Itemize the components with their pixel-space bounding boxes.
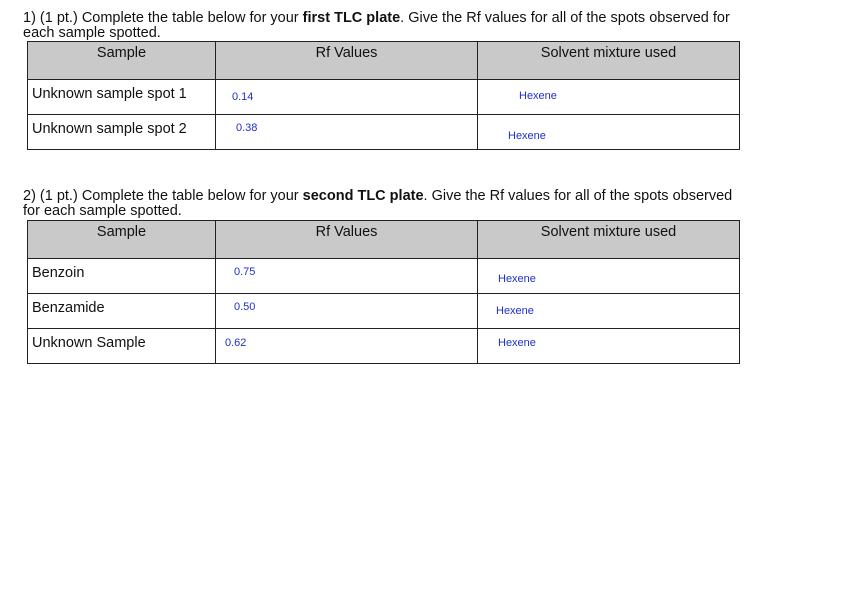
- question-1-prefix: 1) (1 pt.) Complete the table below for your: [23, 10, 303, 26]
- header-rf-values: Rf Values: [216, 42, 478, 80]
- header-sample: Sample: [28, 221, 216, 259]
- table-header-row: [28, 221, 740, 259]
- solvent-value: Hexene: [508, 130, 546, 142]
- rf-cell[interactable]: [216, 329, 478, 364]
- rf-cell[interactable]: [216, 115, 478, 150]
- solvent-cell[interactable]: [478, 259, 740, 294]
- question-1-text: [23, 11, 743, 41]
- tlc-table-1: [27, 41, 740, 150]
- rf-cell[interactable]: [216, 80, 478, 115]
- header-sample: Sample: [28, 42, 216, 80]
- solvent-value: Hexene: [498, 273, 536, 285]
- question-2-text: [23, 189, 743, 219]
- rf-cell[interactable]: [216, 259, 478, 294]
- table-header-row: [28, 42, 740, 80]
- sample-name: Unknown Sample: [32, 335, 146, 351]
- rf-value: 0.14: [232, 91, 254, 103]
- table-row: [28, 80, 740, 115]
- rf-value: 0.75: [234, 266, 256, 278]
- question-2-prefix: 2) (1 pt.) Complete the table below for your: [23, 188, 303, 204]
- sample-name: Benzamide: [32, 300, 105, 316]
- solvent-value: Hexene: [519, 90, 557, 102]
- sample-cell: [28, 80, 216, 115]
- table-row: [28, 259, 740, 294]
- rf-value: 0.62: [225, 337, 247, 349]
- header-solvent: Solvent mixture used: [478, 221, 740, 259]
- question-2-suffix: . Give the Rf values for all of the spots observed for each sample spotted.: [23, 188, 733, 219]
- sample-cell: [28, 294, 216, 329]
- sample-cell: [28, 329, 216, 364]
- solvent-cell[interactable]: [478, 294, 740, 329]
- header-rf-values: Rf Values: [216, 221, 478, 259]
- question-2-emphasis: second TLC plate: [302, 188, 424, 204]
- table-row: [28, 294, 740, 329]
- header-solvent: Solvent mixture used: [478, 42, 740, 80]
- solvent-cell[interactable]: [478, 80, 740, 115]
- question-1-emphasis: first TLC plate: [302, 10, 401, 26]
- solvent-cell[interactable]: [478, 329, 740, 364]
- solvent-value: Hexene: [498, 337, 536, 349]
- sample-cell: [28, 115, 216, 150]
- sample-name: Unknown sample spot 2: [32, 121, 187, 137]
- solvent-cell[interactable]: [478, 115, 740, 150]
- sample-cell: [28, 259, 216, 294]
- rf-value: 0.38: [236, 122, 258, 134]
- sample-name: Benzoin: [32, 265, 85, 281]
- tlc-table-2: [27, 220, 740, 364]
- table-row: [28, 329, 740, 364]
- table-row: [28, 115, 740, 150]
- question-1-suffix: . Give the Rf values for all of the spots observed for each sample spotted.: [23, 10, 730, 41]
- rf-cell[interactable]: [216, 294, 478, 329]
- solvent-value: Hexene: [496, 305, 534, 317]
- sample-name: Unknown sample spot 1: [32, 86, 187, 102]
- rf-value: 0.50: [234, 301, 256, 313]
